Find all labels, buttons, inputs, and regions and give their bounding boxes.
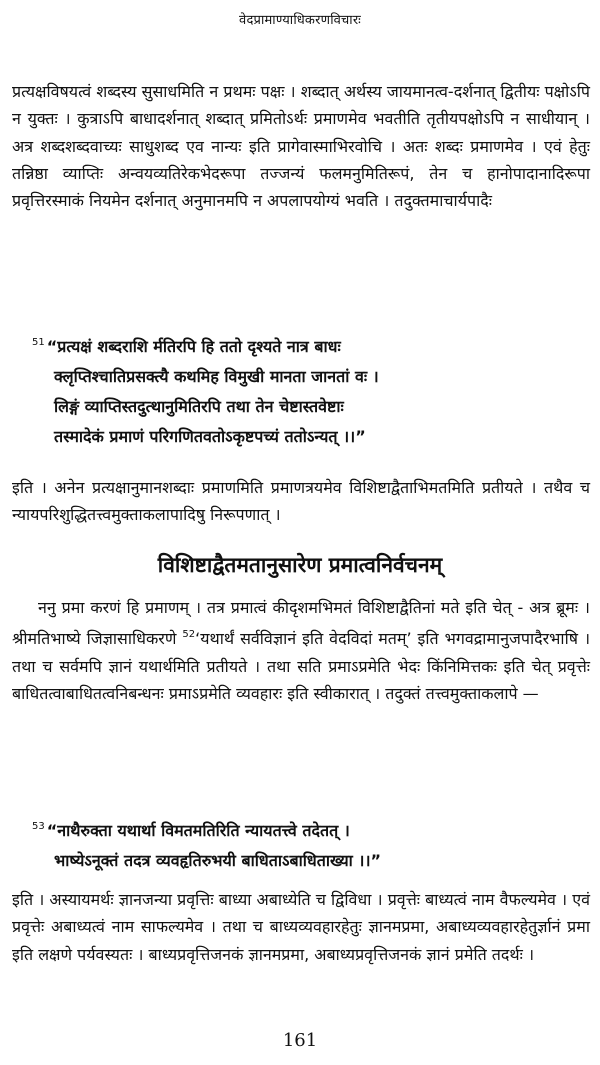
verse-quote-51: [32, 328, 584, 452]
paragraph-intro: प्रत्यक्षविषयत्वं शब्दस्य सुसाधमिति न प्रथमः पक्षः । शब्दात् अर्थस्य जायमानत्व-दर्शनात् द्वितीयः पक्षोऽपि न युक्तः । कुत्राऽपि बाधादर्शनात् शब्दात् प्रमितोऽर्थः प्रमाणमेव भवतीति तृतीयपक्षोऽपि न साधीयान् । अत्र शब्दशब्दवाच्यः साधुशब्द एव नान्यः इति प्रागेवास्माभिरवोचि । अतः शब्दः प्रमाणमेव । एवं हेतुः तन्निष्ठा व्याप्तिः अन्वयव्यतिरेकभेदरूपा तज्जन्यं फलमनुमितिरूपं, तेन च हानोपादानादिरूपा प्रवृत्तिरस्माकं नियमेन दर्शनात् अनुमानमपि न अपलापयोग्यं भवति । तदुक्तमाचार्यपादैः: [12, 82, 590, 211]
paragraph-text: ‘यथार्थं सर्वविज्ञानं इति वेदविदां मतम्’ इति भगवद्रामानुजपादैरभाषि । तथा च सर्वमपि ज्ञानं यथार्थमिति प्रतीयते । तथा सति प्रमाऽप्रमेति भेदः किंनिमित्तकः इति चेत् प्रवृत्तेः बाधितत्वाबाधितत्वनिबन्धनः प्रमाऽप्रमेति व्यवहारः इति स्वीकारात् । तदुक्तं तत्त्वमुक्ताकलापे —: [12, 629, 591, 703]
verse-line-text: “नाथैरुक्ता यथार्था विमतमतिरिति न्यायतत्त्वे तदेतत् ।: [46, 821, 350, 840]
paragraph-explanation: इति । अस्यायमर्थः ज्ञानजन्या प्रवृत्तिः बाध्या अबाध्येति च द्विविधा । प्रवृत्तेः बाध्यत्वं नाम वैफल्यमेव । एवं प्रवृत्तेः अबाध्यत्वं नाम साफल्यमेव । तथा च बाध्यव्यवहारहेतुः ज्ञानमप्रमा, अबाध्यव्यवहारहेतुर्ज्ञानं प्रमा इति लक्षणे पर्यवस्यतः । बाध्यप्रवृत्तिजनकं ज्ञानमप्रमा, अबाध्यप्रवृत्तिजनकं ज्ञानं प्रमेति तदर्थः ।: [12, 890, 590, 964]
running-header: वेदप्रामाण्याधिकरणविचारः: [239, 13, 361, 28]
section-heading: विशिष्टाद्वैतमतानुसारेण प्रमात्वनिर्वचनम्: [157, 553, 443, 577]
footnote-marker: 51: [32, 337, 45, 348]
verse-line: भाष्येऽनूक्तं तदत्र व्यवहृतिरुभयी बाधिताऽबाधिताख्या ।।”: [54, 851, 382, 870]
paragraph-conclusion: इति । अनेन प्रत्यक्षानुमानशब्दाः प्रमाणमिति प्रमाणत्रयमेव विशिष्टाद्वैताभिमतमिति प्रतीयते । तथैव च न्यायपरिशुद्धितत्त्वमुक्ताकलापादिषु निरूपणात् ।: [12, 478, 590, 525]
verse-line: [32, 812, 584, 846]
verse-line: [32, 328, 584, 362]
verse-line-text: “प्रत्यक्षं शब्दराशि र्मतिरपि हि ततो दृश्यते नात्र बाधः: [46, 337, 341, 356]
footnote-marker: 53: [32, 821, 45, 832]
verse-quote-53: [32, 812, 584, 876]
verse-line: तस्मादेकं प्रमाणं परिगणितवतोऽकृष्टपच्यं ततोऽन्यत् ।।”: [54, 427, 366, 446]
verse-line: क्लृप्तिश्चातिप्रसक्त्यै कथमिह विमुखी मानता जानतां वः ।: [54, 367, 379, 386]
paragraph-text: ननु प्रमा करणं हि प्रमाणम् । तत्र प्रमात्वं कीदृशमभिमतं विशिष्टाद्वैतिनां मते इति चेत् - अत्र ब्रूमः । श्रीमतिभाष्ये जिज्ञासाधिकरणे: [12, 598, 590, 649]
page-number: 161: [282, 1030, 318, 1051]
paragraph-definition: [12, 594, 590, 707]
verse-line: लिङ्गं व्याप्तिस्तदुत्थानुमितिरपि तथा तेन चेष्टास्तवेष्टाः: [54, 397, 344, 416]
footnote-marker: 52: [182, 629, 196, 641]
